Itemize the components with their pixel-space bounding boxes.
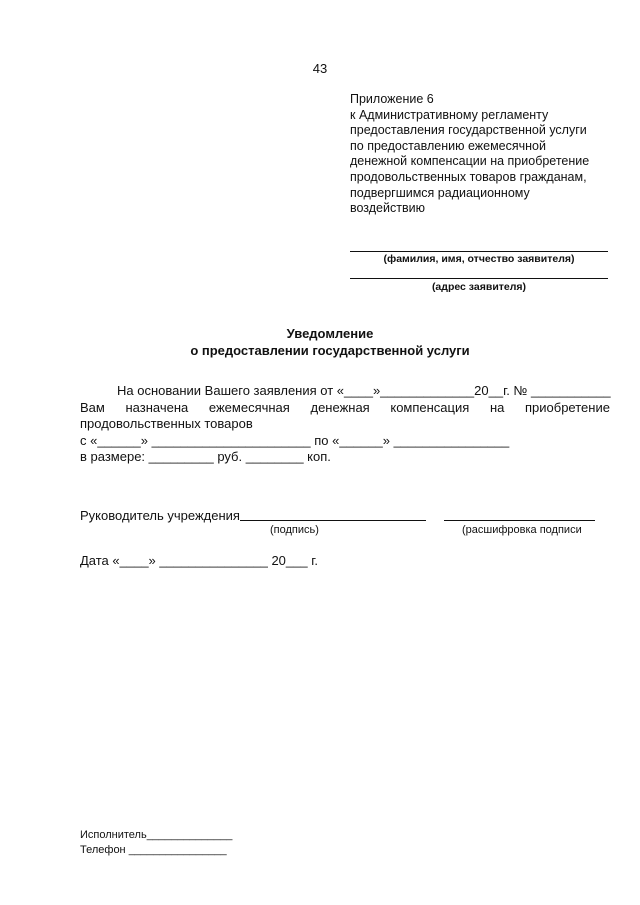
- appendix-line: Приложение 6: [350, 92, 434, 106]
- applicant-name-line: [350, 251, 608, 252]
- notice-line-basis: На основании Вашего заявления от «____»_____________20__г. № ___________: [117, 383, 611, 398]
- appendix-line: к Административному регламенту: [350, 107, 549, 122]
- notice-word: компенсация: [390, 400, 470, 415]
- signature-label: Руководитель учреждения: [80, 508, 240, 523]
- applicant-name-caption: (фамилия, имя, отчество заявителя): [383, 253, 575, 265]
- notice-word: назначена: [125, 400, 189, 415]
- appendix-line: предоставления государственной услуги: [350, 123, 587, 138]
- appendix-line: денежной компенсации на приобретение: [350, 154, 590, 169]
- phone-line: Телефон ________________: [80, 844, 227, 856]
- notice-word: приобретение: [525, 400, 610, 415]
- notice-word: денежная: [310, 400, 370, 415]
- appendix-line: по предоставлению ежемесячной: [350, 138, 546, 153]
- notice-line-assigned: [80, 400, 610, 415]
- applicant-address-caption: (адрес заявителя): [431, 281, 527, 293]
- title-subline: о предоставлении государственной услуги: [190, 343, 470, 358]
- notice-word: Вам: [80, 400, 105, 415]
- notice-line-goods: продовольственных товаров: [80, 416, 253, 431]
- signature-decode-line: [444, 520, 595, 521]
- page-number: 43: [312, 61, 328, 76]
- signature-decode-caption: (расшифровка подписи: [462, 524, 582, 536]
- date-line: Дата «____» _______________ 20___ г.: [80, 553, 318, 568]
- appendix-line: подвергшимся радиационному: [350, 185, 530, 200]
- notice-line-amount: в размере: _________ руб. ________ коп.: [80, 449, 331, 464]
- signature-line: [240, 520, 426, 521]
- notice-line-period: с «______» ______________________ по «______» ________________: [80, 433, 510, 448]
- notice-word: ежемесячная: [208, 400, 290, 415]
- executor-line: Исполнитель______________: [80, 829, 233, 841]
- appendix-block: [350, 92, 589, 217]
- appendix-line: продовольственных товаров гражданам,: [350, 169, 587, 184]
- document-title: [0, 325, 640, 359]
- title-line: Уведомление: [286, 326, 374, 341]
- applicant-address-line: [350, 278, 608, 279]
- notice-word: на: [489, 400, 505, 415]
- signature-caption: (подпись): [270, 524, 319, 536]
- appendix-line: воздействию: [350, 201, 425, 216]
